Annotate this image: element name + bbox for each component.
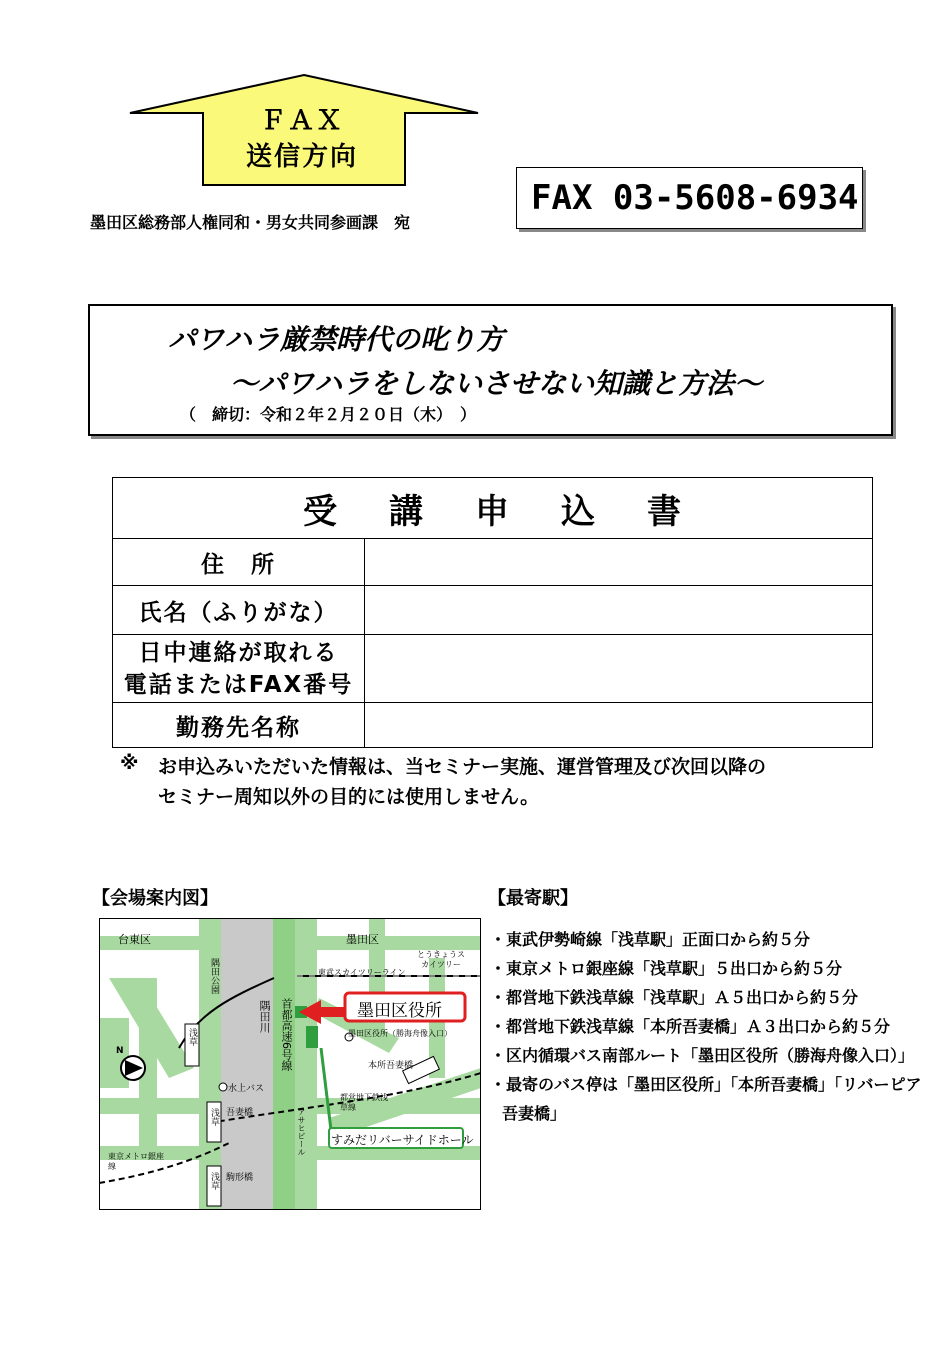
map-label-expressway: 首都高速6号線 (280, 998, 293, 1071)
application-form (112, 477, 873, 748)
map-north-label: N (116, 1046, 124, 1056)
deadline: （ 締切：令和２年２月２０日（木） ） (180, 405, 477, 424)
seminar-subtitle: ～パワハラをしないさせない知識と方法～ (230, 367, 763, 400)
workplace-field[interactable] (365, 703, 873, 748)
privacy-note (158, 752, 766, 812)
note-mark: ※ (120, 752, 139, 774)
map-label-tobu-line: 東武スカイツリーライン (318, 968, 406, 977)
address-label: 住 所 (113, 539, 365, 586)
seminar-title: パワハラ厳禁時代の叱り方 (168, 323, 505, 356)
station-item: ・区内循環バス南部ルート「墨田区役所（勝海舟像入口）」 (490, 1046, 915, 1065)
map-frame (99, 918, 481, 1210)
phone-label-line1: 日中連絡が取れる (138, 639, 339, 666)
phone-field[interactable] (365, 635, 873, 703)
map-label-skytree: とうきょうスカイツリー (417, 950, 465, 969)
map-label-taito: 台東区 (118, 933, 151, 946)
privacy-note-line2: セミナー周知以外の目的には使用しません。 (158, 786, 540, 808)
fax-number-box: FAX 03-5608-6934 (516, 167, 863, 229)
phone-label-line2: 電話またはFAX番号 (123, 671, 354, 698)
map-label-metro-ginza: 東京メトロ銀座線 (108, 1152, 164, 1171)
addressee: 墨田区総務部人権同和・男女共同参画課 宛 (90, 213, 411, 232)
name-field[interactable] (365, 586, 873, 635)
form-title: 受講申込書 (113, 478, 873, 539)
arrow-label-fax: ＦＡＸ (259, 106, 344, 136)
station-item: ・都営地下鉄浅草線「本所吾妻橋」Ａ３出口から約５分 (490, 1017, 891, 1036)
station-item: ・東京メトロ銀座線「浅草駅」５出口から約５分 (490, 959, 843, 978)
stations-list (490, 925, 930, 1128)
arrow-label-direction: 送信方向 (245, 142, 358, 172)
map-label-toei-asakusa: 都営地下鉄浅草線 (340, 1093, 388, 1112)
map-label-asakusa-1: 浅草 (187, 1028, 197, 1046)
address-field[interactable] (365, 539, 873, 586)
map-label-asakusa-2: 浅草 (209, 1108, 219, 1126)
privacy-note-line1: お申込みいただいた情報は、当セミナー実施、運営管理及び次回以降の (158, 756, 767, 778)
station-item: ・東武伊勢崎線「浅草駅」正面口から約５分 (490, 930, 811, 949)
map-label-sumida-ward: 墨田区 (346, 933, 379, 946)
map-label-asahi-beer: アサヒビール (297, 1108, 306, 1156)
map-label-city-hall-entrance: 墨田区役所（勝海舟像入口） (348, 1029, 452, 1038)
map-label-komagatabashi: 駒形橋 (226, 1173, 254, 1183)
map-label-honjo-azumabashi: 本所吾妻橋 (368, 1061, 414, 1071)
phone-label (113, 635, 365, 703)
map-label-river-side-hall: すみだリバーサイドホール (331, 1133, 474, 1147)
map-heading: 【会場案内図】 (92, 888, 218, 909)
map-label-water-bus: 水上バス (228, 1084, 265, 1094)
workplace-label: 勤務先名称 (113, 703, 365, 748)
name-label: 氏名（ふりがな） (113, 586, 365, 635)
stations-heading: 【最寄駅】 (488, 888, 578, 909)
map-label-sumida-river: 隅田川 (258, 1000, 271, 1033)
map-label-asakusa-3: 浅草 (209, 1172, 219, 1190)
map-label-city-hall: 墨田区役所 (357, 1001, 442, 1021)
map-label-sumida-park: 隅田公園 (209, 958, 219, 994)
map-label-azumabashi: 吾妻橋 (226, 1108, 254, 1118)
station-item: ・最寄のバス停は「墨田区役所」「本所吾妻橋」「リバーピア吾妻橋」 (490, 1075, 922, 1123)
station-item: ・都営地下鉄浅草線「浅草駅」Ａ５出口から約５分 (490, 988, 859, 1007)
